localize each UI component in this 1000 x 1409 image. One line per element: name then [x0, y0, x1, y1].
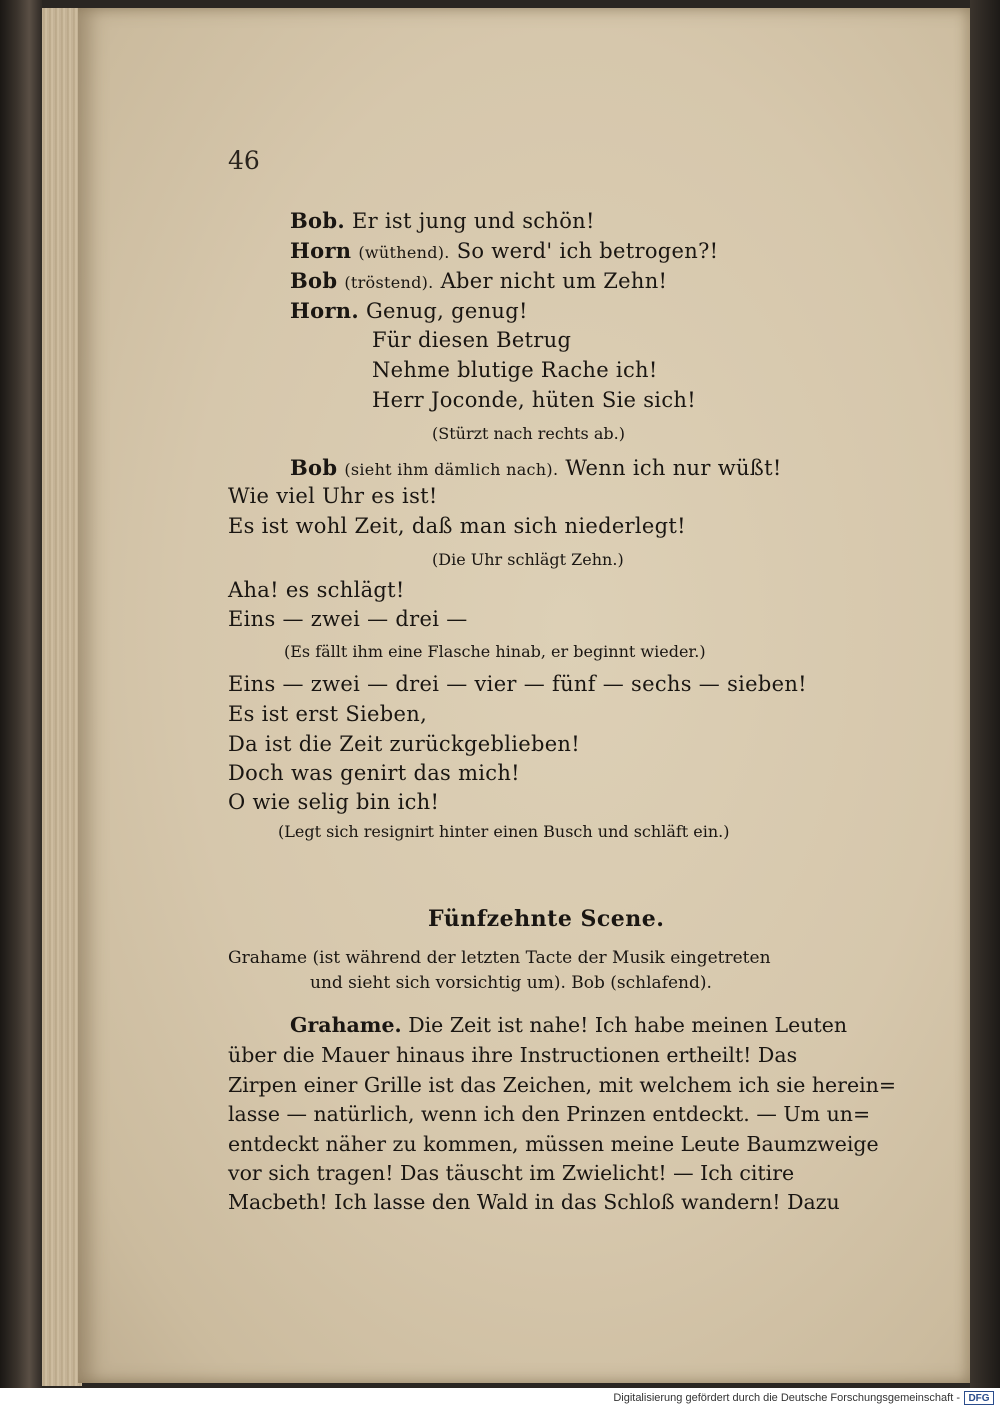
verse-text: Aber nicht um Zehn! — [440, 269, 668, 293]
page-number: 46 — [228, 146, 260, 175]
verse-line: Eins — zwei — drei — vier — fünf — sechs — sieben! — [228, 672, 807, 696]
stage-direction: (Die Uhr schlägt Zehn.) — [432, 550, 624, 569]
stage-direction: (Stürzt nach rechts ab.) — [432, 424, 625, 443]
prose-line: über die Mauer hinaus ihre Instructionen ertheilt! Das — [228, 1043, 798, 1067]
verse-line: Es ist erst Sieben, — [228, 702, 428, 726]
verse-text: So werd' ich betrogen?! — [456, 239, 719, 263]
verse-line — [290, 455, 782, 480]
stage-direction: (wüthend). — [358, 243, 450, 262]
prose-line: entdeckt näher zu kommen, müssen meine Leute Baumzweige — [228, 1132, 879, 1156]
verse-line: Eins — zwei — drei — — [228, 607, 468, 631]
prose-text: Die Zeit ist nahe! Ich habe meinen Leuten — [408, 1013, 848, 1037]
verse-line: Wie viel Uhr es ist! — [228, 484, 438, 508]
book-cover-edge — [0, 0, 42, 1388]
verse-line: Für diesen Betrug — [372, 328, 572, 352]
verse-line: Herr Joconde, hüten Sie sich! — [372, 388, 696, 412]
speaker-name: Bob — [290, 268, 338, 293]
verse-line — [290, 298, 528, 323]
scene-heading: Fünfzehnte Scene. — [428, 906, 665, 932]
verse-line: Doch was genirt das mich! — [228, 761, 520, 785]
dfg-logo: DFG — [964, 1391, 994, 1405]
cast-line: und sieht sich vorsichtig um). Bob (schlafend). — [310, 973, 712, 993]
verse-text: Wenn ich nur wüßt! — [565, 456, 782, 480]
prose-line: Macbeth! Ich lasse den Wald in das Schloß wandern! Dazu — [228, 1190, 840, 1214]
speaker-name: Bob — [290, 455, 338, 480]
verse-text: Er ist jung und schön! — [351, 209, 595, 233]
cast-line: Grahame (ist während der letzten Tacte der Musik eingetreten — [228, 948, 771, 968]
funding-notice: Digitalisierung gefördert durch die Deutsche Forschungsgemeinschaft - — [613, 1392, 960, 1404]
stage-direction: (Es fällt ihm eine Flasche hinab, er beginnt wieder.) — [284, 642, 706, 661]
prose-line: Zirpen einer Grille ist das Zeichen, mit welchem ich sie herein= — [228, 1073, 897, 1097]
verse-line — [290, 268, 667, 293]
verse-line: Es ist wohl Zeit, daß man sich niederlegt! — [228, 514, 686, 538]
book-right-edge — [970, 0, 1000, 1388]
stage-direction: (sieht ihm dämlich nach). — [344, 460, 559, 479]
speaker-name: Horn. — [290, 298, 359, 323]
stage-direction: (tröstend). — [344, 273, 434, 292]
verse-line: Aha! es schlägt! — [228, 578, 405, 602]
speaker-name: Horn — [290, 238, 352, 263]
verse-line: Nehme blutige Rache ich! — [372, 358, 658, 382]
page-stack-edge — [42, 8, 82, 1386]
prose-line: vor sich tragen! Das täuscht im Zwielicht! — Ich citire — [228, 1161, 795, 1185]
prose-line: lasse — natürlich, wenn ich den Prinzen entdeckt. — Um un= — [228, 1102, 871, 1126]
verse-line: O wie selig bin ich! — [228, 790, 440, 814]
stage-direction: (Legt sich resignirt hinter einen Busch und schläft ein.) — [278, 822, 730, 841]
verse-line — [290, 238, 718, 263]
verse-text: Genug, genug! — [365, 299, 528, 323]
verse-line: Da ist die Zeit zurückgeblieben! — [228, 732, 580, 756]
speaker-name: Grahame. — [290, 1013, 402, 1037]
prose-line — [290, 1013, 847, 1037]
speaker-name: Bob. — [290, 208, 345, 233]
verse-line — [290, 208, 595, 233]
